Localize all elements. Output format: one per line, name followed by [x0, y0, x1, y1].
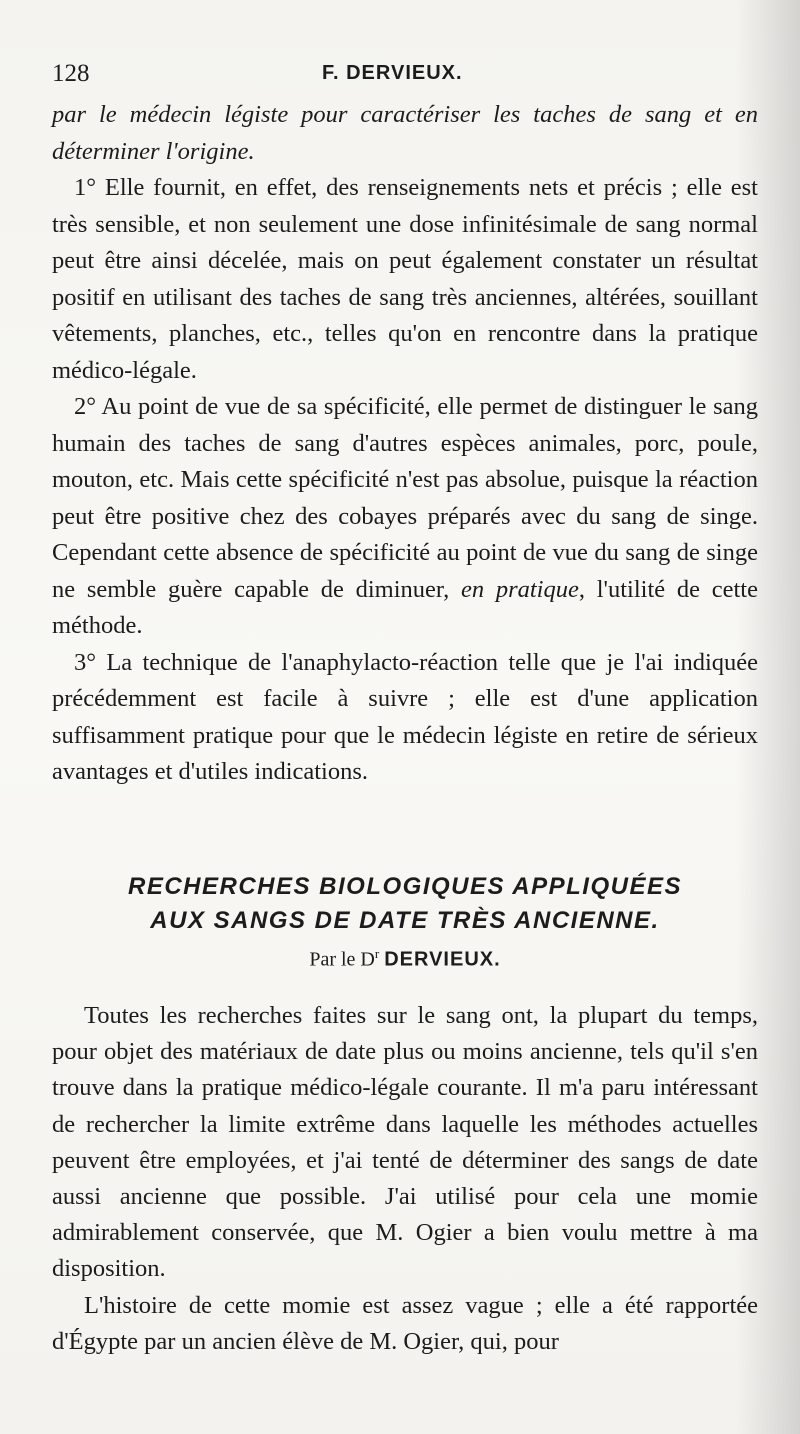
article-paragraph-2: L'histoire de cette momie est assez vague ; elle a été rapportée d'Égypte par un ancien élève de M. Ogier, qui, pour	[52, 1291, 758, 1355]
article-byline	[52, 946, 758, 972]
article-body	[52, 998, 758, 1360]
article-title-line-2: AUX SANGS DE DATE TRÈS ANCIENNE.	[150, 907, 660, 934]
article-title	[52, 870, 758, 938]
article-title-line-1: RECHERCHES BIOLOGIQUES APPLIQUÉES	[127, 873, 682, 900]
italic-continuation-line: par le médecin légiste pour caractériser les taches de sang et en déterminer l'origine.	[52, 101, 758, 165]
paragraph-point-2-text-a: 2° Au point de vue de sa spécificité, elle permet de distinguer le sang humain des taches de sang d'autres espèces animales, porc, poule, mouton, etc. Mais cette spécificité n'est pas absolue, puisque la réaction peut être positive chez des cobayes préparés avec du sang de singe. Cependant cette absence de spécificité au point de vue du sang de singe ne semble guère capable de diminuer,	[52, 393, 758, 603]
page-number: 128	[52, 60, 90, 87]
article-paragraph-1: Toutes les recherches faites sur le sang ont, la plupart du temps, pour objet des matériaux de date plus ou moins ancienne, tels qu'il s'en trouve dans la pratique médico-légale courante. Il m'a paru intéressant de rechercher la limite extrême dans laquelle les méthodes actuelles peuvent être employées, et j'ai tenté de déterminer des sangs de date aussi ancienne que possible. J'ai utilisé pour cela une momie admirablement conservée, que M. Ogier a bien voulu mettre à ma disposition.	[52, 1002, 758, 1283]
running-head	[52, 58, 752, 94]
paragraph-point-2-emphasis: en pratique	[460, 575, 579, 603]
paragraph-point-1: 1° Elle fournit, en effet, des renseignements nets et précis ; elle est très sensible, et non seulement une dose infinitésimale de sang normal peut être ainsi décelée, mais on peut également constater un résultat positif en utilisant des taches de sang très anciennes, altérées, souillant vêtements, planches, etc., telles qu'on en rencontre dans la pratique médico-légale.	[52, 174, 758, 384]
paragraph-point-2-text-b: , l'utilité de cette méthode.	[52, 575, 758, 639]
byline-author: DERVIEUX.	[384, 948, 501, 971]
paragraph-point-2	[52, 389, 758, 645]
byline-prefix: Par le D	[309, 948, 375, 971]
byline-superscript: r	[374, 946, 380, 961]
previous-article-conclusion	[52, 97, 758, 791]
paragraph-point-3: 3° La technique de l'anaphylacto-réaction telle que je l'ai indiquée précédemment est facile à suivre ; elle est d'une application suffisamment pratique pour que le médecin légiste en retire de sérieux avantages et d'utiles indications.	[52, 648, 758, 785]
running-title: F. DERVIEUX.	[322, 62, 463, 84]
